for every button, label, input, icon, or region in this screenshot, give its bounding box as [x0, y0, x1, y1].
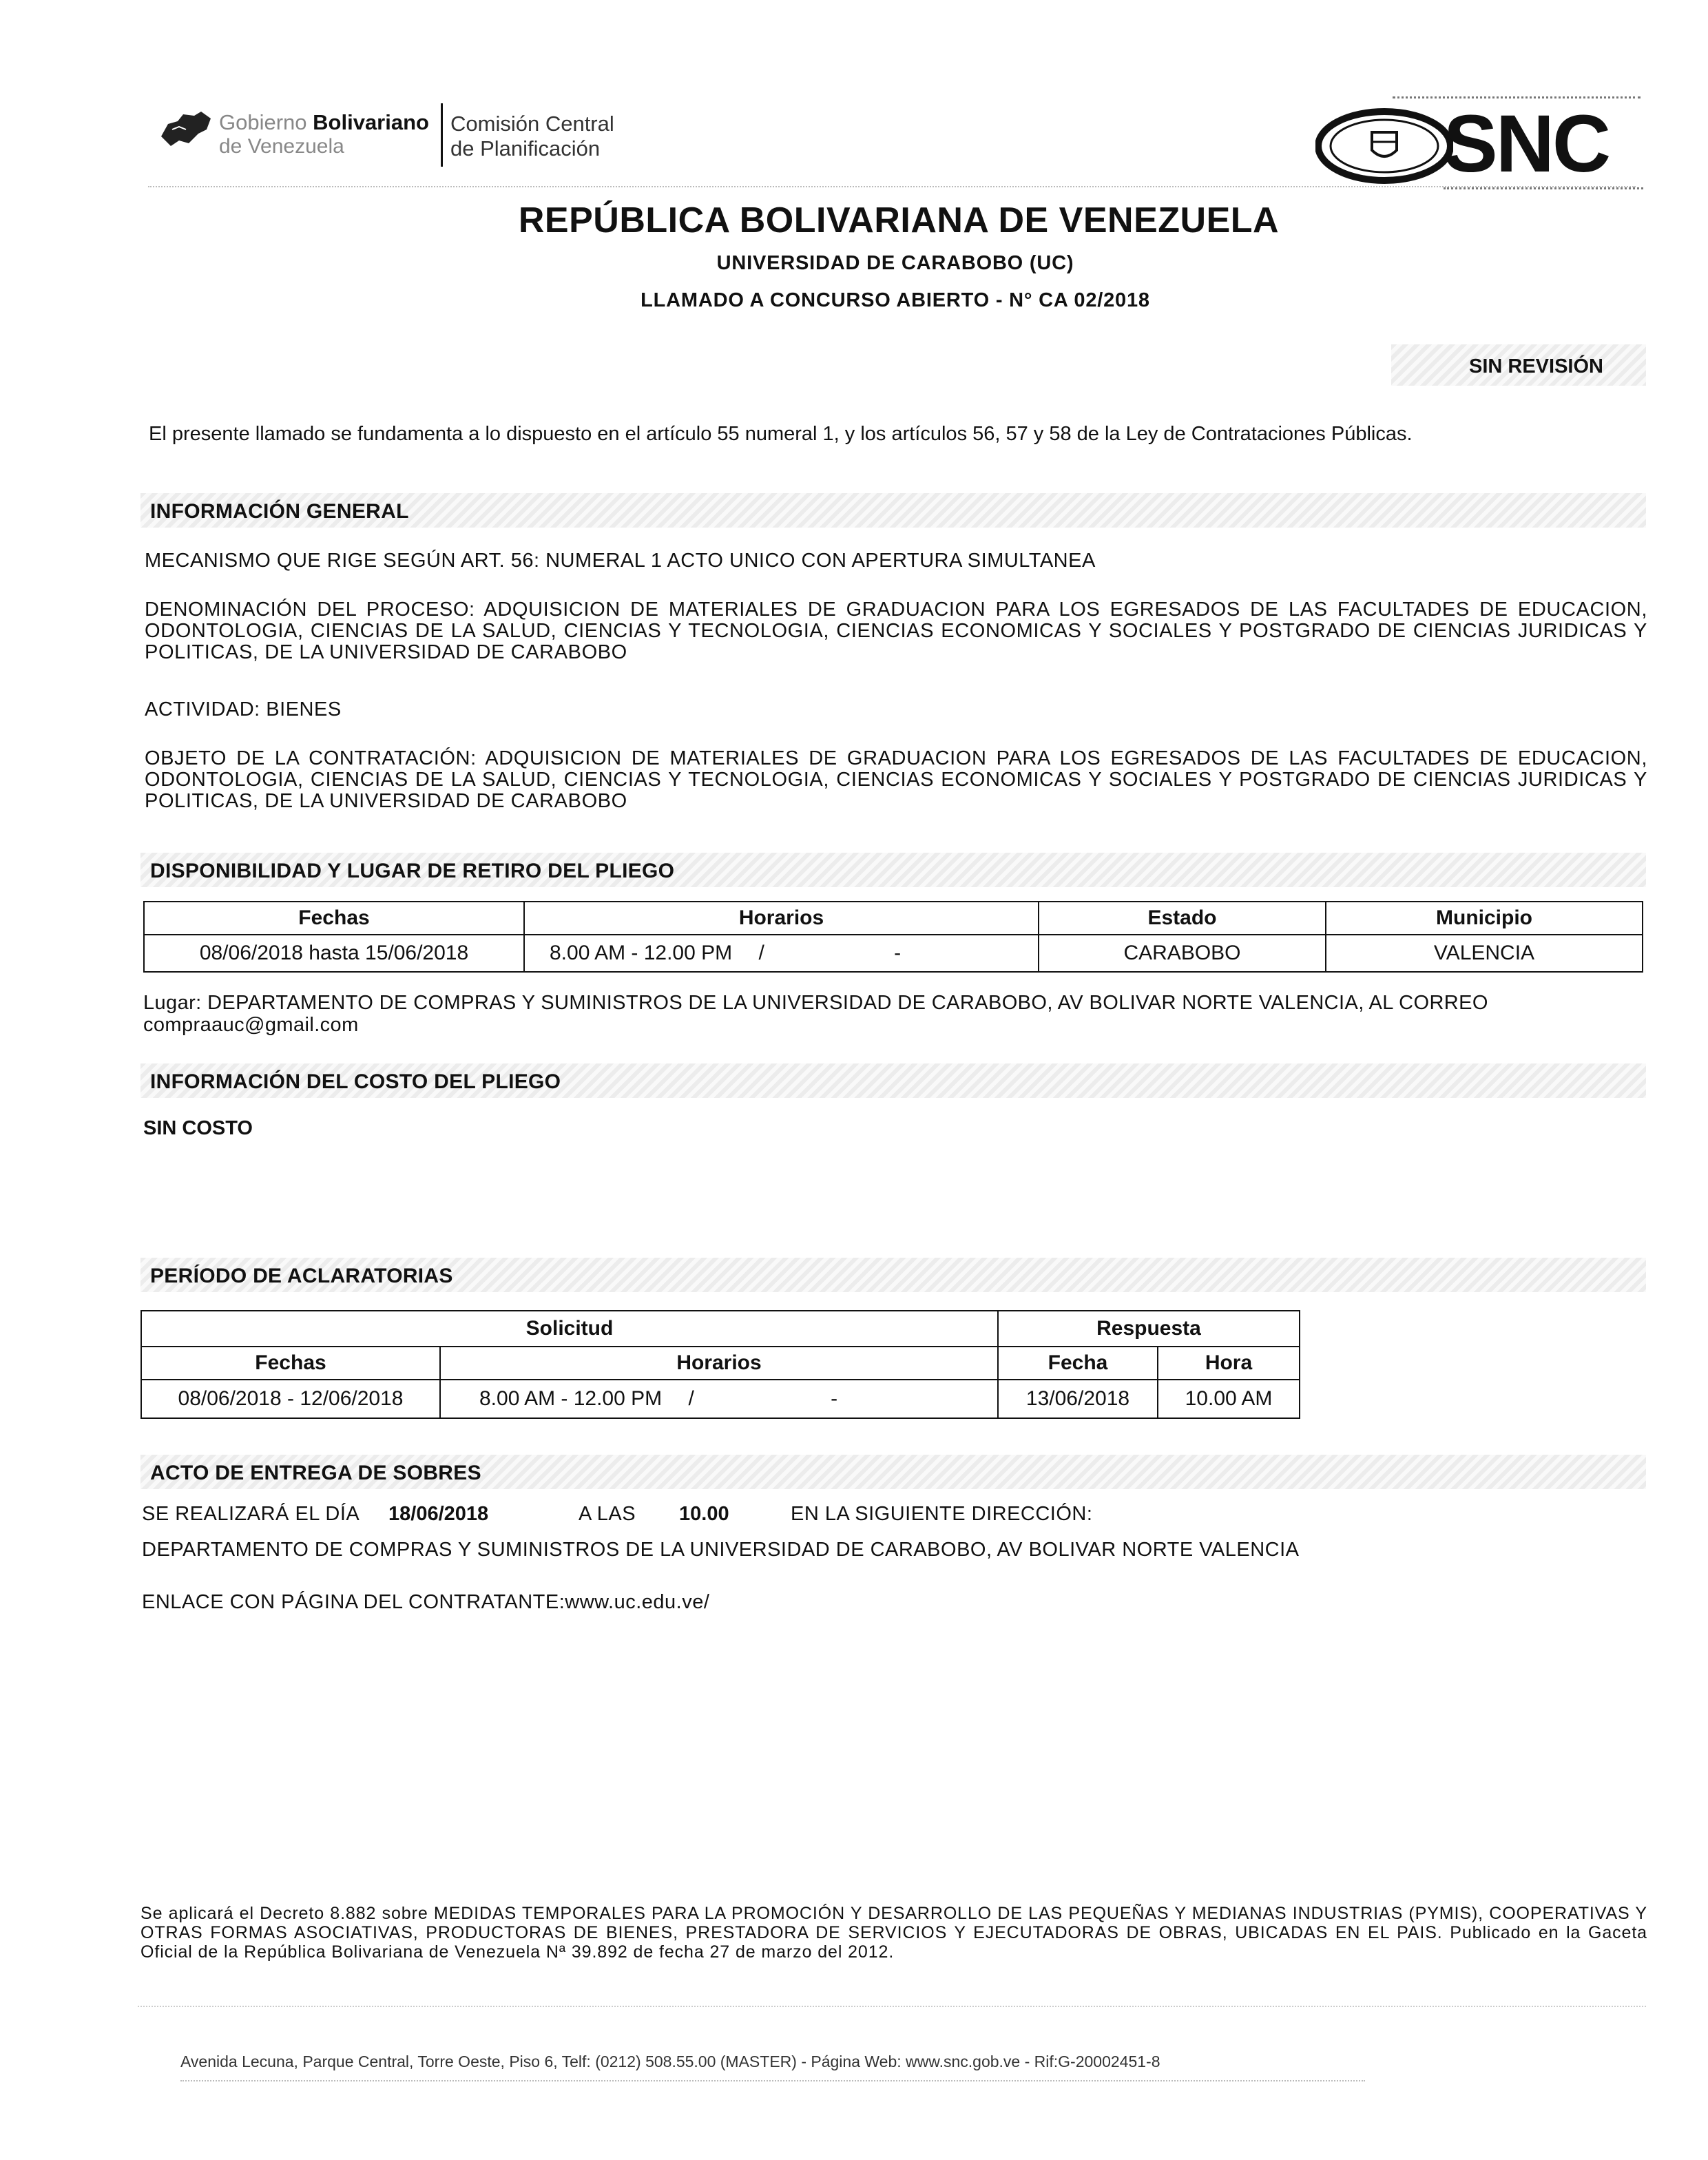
section-heading: PERÍODO DE ACLARATORIAS	[150, 1265, 453, 1287]
delivery-time: 10.00	[679, 1503, 729, 1525]
section-clarifications	[140, 1258, 1646, 1292]
activity: ACTIVIDAD: BIENES	[145, 698, 342, 720]
hours-separator: /	[758, 942, 764, 964]
delivery-date: 18/06/2018	[388, 1503, 489, 1525]
snc-logo	[1315, 96, 1646, 196]
footer-separator	[138, 2006, 1646, 2007]
logo-divider	[441, 103, 443, 167]
section-general-info	[140, 493, 1646, 528]
status-badge: SIN REVISIÓN	[1469, 355, 1603, 377]
hours-dash: -	[831, 1387, 838, 1410]
university-name: UNIVERSIDAD DE CARABOBO (UC)	[716, 252, 1074, 274]
delivery-prefix: SE REALIZARÁ EL DÍA	[142, 1503, 360, 1525]
gov-logo-line1a: Gobierno	[219, 110, 307, 134]
legal-basis: El presente llamado se fundamenta a lo dispuesto en el artículo 55 numeral 1, y los artículos 56, 57 y 58 de la Ley de Contrataciones Públicas.	[149, 423, 1413, 445]
col-hours: Horarios	[440, 1347, 998, 1380]
snc-text: SNC	[1444, 98, 1610, 189]
col-dates: Fechas	[144, 902, 524, 935]
call-number: LLAMADO A CONCURSO ABIERTO - N° CA 02/2018	[640, 289, 1150, 311]
dates-cell: 08/06/2018 - 12/06/2018	[141, 1380, 440, 1418]
col-dates: Fechas	[141, 1347, 440, 1380]
cost-value: SIN COSTO	[143, 1117, 253, 1139]
page-title: REPÚBLICA BOLIVARIANA DE VENEZUELA	[518, 200, 1280, 240]
hours-cell	[524, 935, 1039, 972]
clarifications-table	[140, 1310, 1300, 1419]
status-band	[1391, 344, 1646, 386]
delivery-suffix: EN LA SIGUIENTE DIRECCIÓN:	[791, 1503, 1093, 1525]
pickup-place: Lugar: DEPARTAMENTO DE COMPRAS Y SUMINISTROS DE LA UNIVERSIDAD DE CARABOBO, AV BOLIVAR NORTE VALENCIA, AL CORREO compraauc@gmail.com	[143, 992, 1488, 1036]
hours-cell	[440, 1380, 998, 1418]
section-availability	[140, 853, 1646, 887]
col-hours: Horarios	[524, 902, 1039, 935]
state-cell: CARABOBO	[1039, 935, 1326, 972]
section-cost	[140, 1063, 1646, 1098]
gov-logo-line2: de Venezuela	[219, 135, 344, 158]
hours-dash: -	[894, 942, 902, 964]
col-municipality: Municipio	[1326, 902, 1643, 935]
response-time-cell: 10.00 AM	[1158, 1380, 1300, 1418]
footer-underline	[180, 2080, 1365, 2081]
commission-line1: Comisión Central	[450, 112, 614, 136]
process-denomination: DENOMINACIÓN DEL PROCESO: ADQUISICION DE MATERIALES DE GRADUACION PARA LOS EGRESADOS DE LAS FACULTADES DE EDUCACION, ODONTOLOGIA, CIENCIAS DE LA SALUD, CIENCIAS Y TECNOLOGIA, CIENCIAS ECONOMICAS Y SOCIALES Y POSTGRADO DE CIENCIAS JURIDICAS Y POLITICAS, DE LA UNIVERSIDAD DE CARABOBO	[145, 599, 1647, 663]
response-date-cell: 13/06/2018	[998, 1380, 1158, 1418]
availability-table	[143, 901, 1643, 973]
col-state: Estado	[1039, 902, 1326, 935]
hours-value: 8.00 AM - 12.00 PM	[550, 942, 733, 964]
contract-object: OBJETO DE LA CONTRATACIÓN: ADQUISICION DE MATERIALES DE GRADUACION PARA LOS EGRESADOS DE LAS FACULTADES DE EDUCACION, ODONTOLOGIA, CIENCIAS DE LA SALUD, CIENCIAS Y TECNOLOGIA, CIENCIAS ECONOMICAS Y SOCIALES Y POSTGRADO DE CIENCIAS JURIDICAS Y POLITICAS, DE LA UNIVERSIDAD DE CARABOBO	[145, 747, 1647, 812]
table-row	[144, 935, 1643, 972]
table-row	[141, 1380, 1300, 1418]
coat-of-arms-icon	[1315, 107, 1453, 185]
dates-cell: 08/06/2018 hasta 15/06/2018	[144, 935, 524, 972]
section-delivery	[140, 1455, 1646, 1489]
venezuela-map-icon	[158, 109, 214, 150]
request-header: Solicitud	[141, 1311, 998, 1347]
hours-value: 8.00 AM - 12.00 PM	[479, 1387, 663, 1410]
response-header: Respuesta	[998, 1311, 1300, 1347]
delivery-at: A LAS	[579, 1503, 636, 1525]
contractor-link: ENLACE CON PÁGINA DEL CONTRATANTE:www.uc.edu.ve/	[142, 1591, 710, 1613]
gov-logo	[158, 103, 654, 169]
municipality-cell: VALENCIA	[1326, 935, 1643, 972]
decree-notice: Se aplicará el Decreto 8.882 sobre MEDIDAS TEMPORALES PARA LA PROMOCIÓN Y DESARROLLO DE LAS PEQUEÑAS Y MEDIANAS INDUSTRIAS (PYMIS), COOPERATIVAS Y OTRAS FORMAS ASOCIATIVAS, PRODUCTORAS DE BIENES, PRESTADORA DE SERVICIOS Y EJECUTADORAS DE OBRAS, UBICADAS EN EL PAIS. Publicado en la Gaceta Oficial de la República Bolivariana de Venezuela Nª 39.892 de fecha 27 de marzo del 2012.	[140, 1904, 1647, 1962]
mechanism: MECANISMO QUE RIGE SEGÚN ART. 56: NUMERAL 1 ACTO UNICO CON APERTURA SIMULTANEA	[145, 550, 1096, 572]
section-heading: DISPONIBILIDAD Y LUGAR DE RETIRO DEL PLIEGO	[150, 860, 675, 882]
section-heading: INFORMACIÓN DEL COSTO DEL PLIEGO	[150, 1070, 561, 1093]
section-heading: INFORMACIÓN GENERAL	[150, 500, 409, 523]
col-time: Hora	[1158, 1347, 1300, 1380]
section-heading: ACTO DE ENTREGA DE SOBRES	[150, 1462, 481, 1484]
col-date: Fecha	[998, 1347, 1158, 1380]
header-separator	[148, 186, 1636, 187]
footer-address: Avenida Lecuna, Parque Central, Torre Oeste, Piso 6, Telf: (0212) 508.55.00 (MASTER) - Página Web: www.snc.gob.ve - Rif:G-20002451-8	[180, 2053, 1160, 2070]
snc-bottom-text-line	[1444, 187, 1643, 194]
hours-separator: /	[688, 1387, 694, 1410]
delivery-address: DEPARTAMENTO DE COMPRAS Y SUMINISTROS DE LA UNIVERSIDAD DE CARABOBO, AV BOLIVAR NORTE VALENCIA	[142, 1539, 1300, 1561]
gov-logo-line1b: Bolivariano	[313, 110, 429, 134]
commission-line2: de Planificación	[450, 136, 601, 160]
